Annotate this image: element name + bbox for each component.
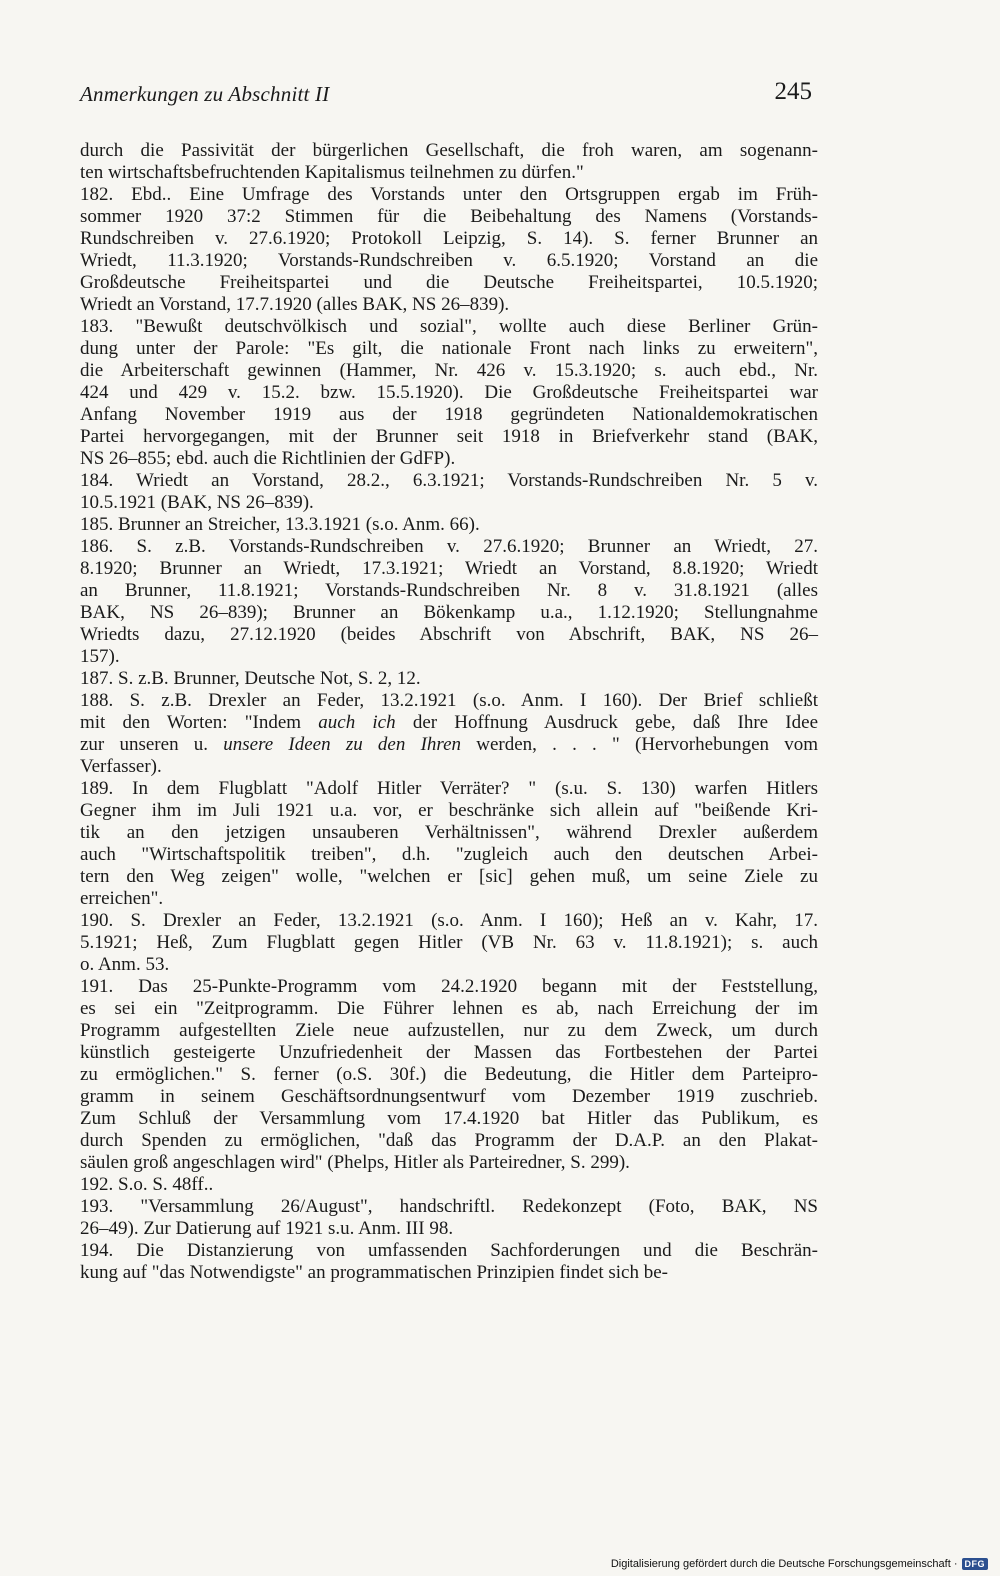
text-segment: es sei ein "Zeitprogramm. Die Führer lehnen es ab, nach Erreichung der im <box>80 998 818 1019</box>
text-segment: sommer 1920 37:2 Stimmen für die Beibehaltung des Namens (Vorstands- <box>80 206 818 227</box>
text-segment: 182. Ebd.. Eine Umfrage des Vorstands unter den Ortsgruppen ergab im Früh- <box>80 184 818 205</box>
text-segment: 192. S.o. S. 48ff.. <box>80 1174 214 1195</box>
digitization-footer <box>611 1558 988 1570</box>
text-line <box>80 1262 818 1284</box>
text-segment: werden, . . . " (Hervorhebungen vom <box>461 734 818 755</box>
text-line <box>80 976 818 998</box>
text-line <box>80 800 818 822</box>
footnote-text-block <box>80 140 818 1284</box>
text-line <box>80 668 818 690</box>
page-number: 245 <box>774 78 812 105</box>
text-line <box>80 1218 818 1240</box>
text-segment: BAK, NS 26–839); Brunner an Bökenkamp u.a., 1.12.1920; Stellungnahme <box>80 602 818 623</box>
text-segment: Programm aufgestellten Ziele neue aufzustellen, nur zu dem Zweck, um durch <box>80 1020 818 1041</box>
text-segment: 194. Die Distanzierung von umfassenden Sachforderungen und die Beschrän- <box>80 1240 818 1261</box>
text-line <box>80 998 818 1020</box>
text-line <box>80 492 818 514</box>
text-segment: Partei hervorgegangen, mit der Brunner seit 1918 in Briefverkehr stand (BAK, <box>80 426 818 447</box>
text-segment: durch Spenden zu ermöglichen, "daß das Programm der D.A.P. an den Plakat- <box>80 1130 818 1151</box>
text-segment: Wriedt, 11.3.1920; Vorstands-Rundschreiben v. 6.5.1920; Vorstand an die <box>80 250 818 271</box>
text-segment: Wriedt an Vorstand, 17.7.1920 (alles BAK, NS 26–839). <box>80 294 510 315</box>
text-line <box>80 1240 818 1262</box>
text-line <box>80 624 818 646</box>
text-segment: gramm in seinem Geschäftsordnungsentwurf vom Dezember 1919 zuschrieb. <box>80 1086 818 1107</box>
text-segment: 193. "Versammlung 26/August", handschriftl. Redekonzept (Foto, BAK, NS <box>80 1196 818 1217</box>
footer-credit: Digitalisierung gefördert durch die Deutsche Forschungsgemeinschaft · <box>610 1558 958 1570</box>
running-head <box>80 80 812 114</box>
text-segment: künstlich gesteigerte Unzufriedenheit der Massen das Fortbestehen der Partei <box>80 1042 818 1063</box>
text-line <box>80 404 818 426</box>
text-line <box>80 580 818 602</box>
text-segment: 189. In dem Flugblatt "Adolf Hitler Verräter? " (s.u. S. 130) warfen Hitlers <box>80 778 818 799</box>
text-segment: 183. "Bewußt deutschvölkisch und sozial", wollte auch diese Berliner Grün- <box>80 316 818 337</box>
text-line <box>80 734 818 756</box>
text-line <box>80 1042 818 1064</box>
text-line <box>80 162 818 184</box>
text-line <box>80 1108 818 1130</box>
text-segment: 190. S. Drexler an Feder, 13.2.1921 (s.o. Anm. I 160); Heß an v. Kahr, 17. <box>80 910 818 931</box>
emphasized-text: auch ich <box>318 712 396 733</box>
text-line <box>80 778 818 800</box>
text-segment: mit den Worten: "Indem <box>80 712 319 733</box>
text-segment: 185. Brunner an Streicher, 13.3.1921 (s.o. Anm. 66). <box>80 514 480 535</box>
text-segment: Anfang November 1919 aus der 1918 gegründeten Nationaldemokratischen <box>80 404 818 425</box>
text-line <box>80 426 818 448</box>
text-line <box>80 514 818 536</box>
text-segment: Verfasser). <box>80 756 162 777</box>
text-line <box>80 888 818 910</box>
text-line <box>80 954 818 976</box>
text-segment: zu ermöglichen." S. ferner (o.S. 30f.) die Bedeutung, die Hitler dem Parteipro- <box>80 1064 818 1085</box>
text-line <box>80 448 818 470</box>
text-segment: 188. S. z.B. Drexler an Feder, 13.2.1921 (s.o. Anm. I 160). Der Brief schließt <box>80 690 818 711</box>
text-line <box>80 844 818 866</box>
text-line <box>80 250 818 272</box>
text-line <box>80 316 818 338</box>
text-line <box>80 294 818 316</box>
text-segment: 191. Das 25-Punkte-Programm vom 24.2.1920 begann mit der Feststellung, <box>80 976 818 997</box>
text-line <box>80 184 818 206</box>
text-segment: Rundschreiben v. 27.6.1920; Protokoll Leipzig, S. 14). S. ferner Brunner an <box>80 228 818 249</box>
text-segment: 187. S. z.B. Brunner, Deutsche Not, S. 2, 12. <box>80 668 421 689</box>
text-segment: NS 26–855; ebd. auch die Richtlinien der GdFP). <box>80 448 456 469</box>
text-line <box>80 228 818 250</box>
text-line <box>80 558 818 580</box>
text-line <box>80 756 818 778</box>
text-line <box>80 470 818 492</box>
text-line <box>80 602 818 624</box>
text-line <box>80 690 818 712</box>
text-line <box>80 1174 818 1196</box>
text-segment: ten wirtschaftsbefruchtenden Kapitalismus teilnehmen zu dürfen." <box>80 162 584 183</box>
section-title: Anmerkungen zu Abschnitt II <box>80 82 330 106</box>
text-segment: tern den Weg zeigen" wolle, "welchen er [sic] gehen muß, um seine Ziele zu <box>80 866 818 887</box>
text-line <box>80 1020 818 1042</box>
text-line <box>80 206 818 228</box>
dfg-logo-icon: DFG <box>962 1558 989 1570</box>
text-segment: durch die Passivität der bürgerlichen Gesellschaft, die froh waren, am sogenann- <box>80 140 818 161</box>
text-segment: 8.1920; Brunner an Wriedt, 17.3.1921; Wriedt an Vorstand, 8.8.1920; Wriedt <box>80 558 818 579</box>
text-segment: 424 und 429 v. 15.2. bzw. 15.5.1920). Die Großdeutsche Freiheitspartei war <box>80 382 818 403</box>
text-line <box>80 140 818 162</box>
text-segment: säulen groß angeschlagen wird" (Phelps, Hitler als Parteiredner, S. 299). <box>80 1152 630 1173</box>
text-segment: auch "Wirtschaftspolitik treiben", d.h. "zugleich auch den deutschen Arbei- <box>80 844 818 865</box>
text-segment: tik an den jetzigen unsauberen Verhältnissen", während Drexler außerdem <box>80 822 818 843</box>
text-segment: dung unter der Parole: "Es gilt, die nationale Front nach links zu erweitern", <box>80 338 818 359</box>
text-line <box>80 1130 818 1152</box>
text-segment: die Arbeiterschaft gewinnen (Hammer, Nr. 426 v. 15.3.1920; s. auch ebd., Nr. <box>80 360 818 381</box>
text-segment: Gegner ihm im Juli 1921 u.a. vor, er beschränke sich allein auf "beißende Kri- <box>80 800 818 821</box>
text-segment: an Brunner, 11.8.1921; Vorstands-Rundschreiben Nr. 8 v. 31.8.1921 (alles <box>80 580 818 601</box>
text-segment: 184. Wriedt an Vorstand, 28.2., 6.3.1921; Vorstands-Rundschreiben Nr. 5 v. <box>80 470 818 491</box>
text-line <box>80 272 818 294</box>
text-line <box>80 822 818 844</box>
text-line <box>80 1064 818 1086</box>
text-line <box>80 1152 818 1174</box>
text-segment: erreichen". <box>80 888 164 909</box>
text-segment: 186. S. z.B. Vorstands-Rundschreiben v. 27.6.1920; Brunner an Wriedt, 27. <box>80 536 818 557</box>
text-line <box>80 910 818 932</box>
text-segment: 157). <box>80 646 120 667</box>
text-line <box>80 1086 818 1108</box>
emphasized-text: unsere Ideen zu den Ihren <box>223 734 462 755</box>
text-segment: 26–49). Zur Datierung auf 1921 s.u. Anm. III 98. <box>80 1218 454 1239</box>
text-segment: 10.5.1921 (BAK, NS 26–839). <box>80 492 314 513</box>
text-line <box>80 712 818 734</box>
text-line <box>80 1196 818 1218</box>
text-segment: Wriedts dazu, 27.12.1920 (beides Abschrift von Abschrift, BAK, NS 26– <box>80 624 818 645</box>
text-line <box>80 536 818 558</box>
text-segment: der Hoffnung Ausdruck gebe, daß Ihre Idee <box>395 712 818 733</box>
text-segment: kung auf "das Notwendigste" an programmatischen Prinzipien findet sich be- <box>80 1262 668 1283</box>
text-segment: o. Anm. 53. <box>80 954 170 975</box>
text-line <box>80 866 818 888</box>
text-line <box>80 338 818 360</box>
text-line <box>80 646 818 668</box>
text-line <box>80 360 818 382</box>
text-segment: Großdeutsche Freiheitspartei und die Deutsche Freiheitspartei, 10.5.1920; <box>80 272 818 293</box>
text-line <box>80 382 818 404</box>
text-segment: 5.1921; Heß, Zum Flugblatt gegen Hitler (VB Nr. 63 v. 11.8.1921); s. auch <box>80 932 818 953</box>
text-segment: zur unseren u. <box>80 734 224 755</box>
text-segment: Zum Schluß der Versammlung vom 17.4.1920 bat Hitler das Publikum, es <box>80 1108 818 1129</box>
text-line <box>80 932 818 954</box>
